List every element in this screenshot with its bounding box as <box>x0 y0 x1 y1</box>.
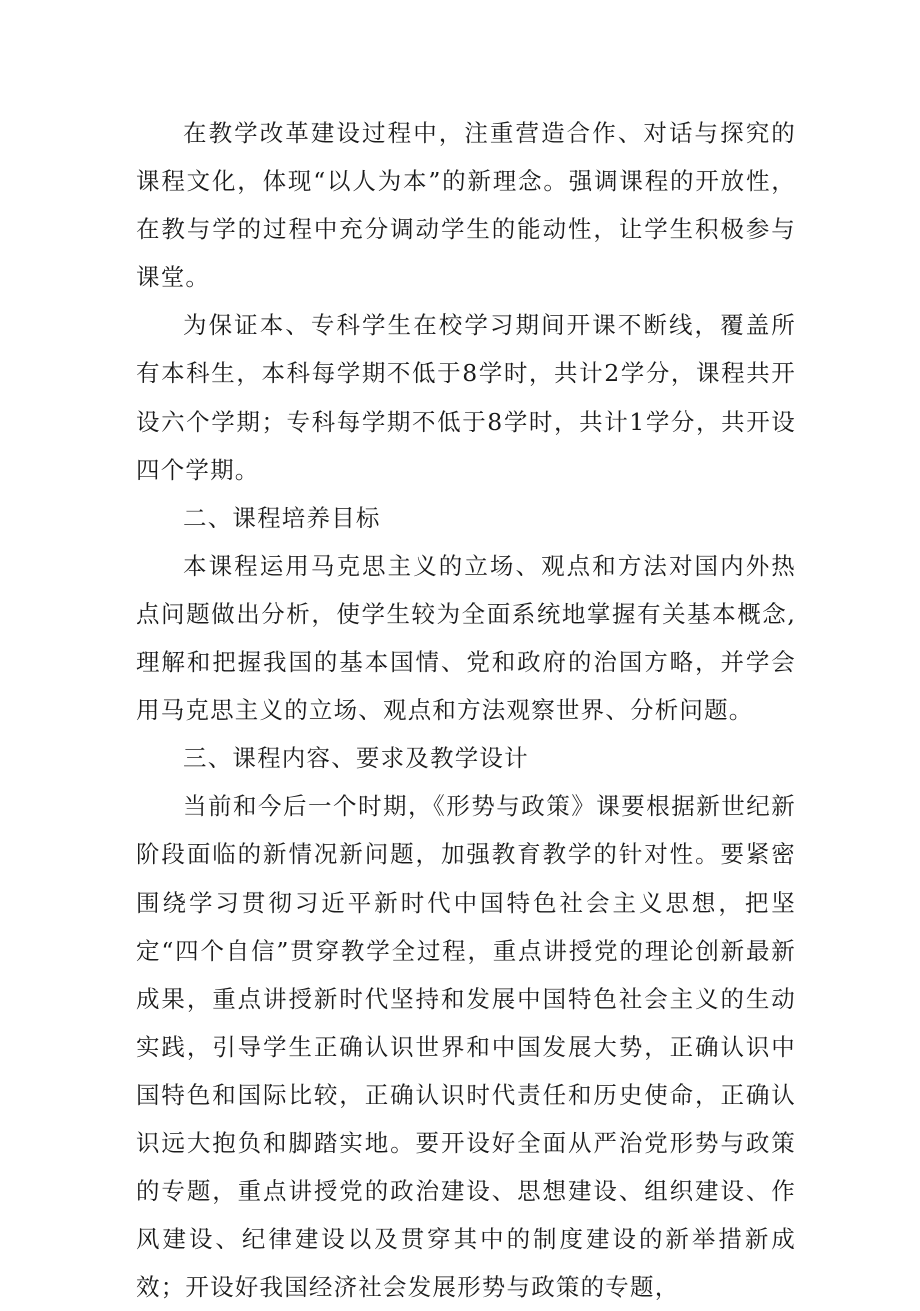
paragraph-schedule: 为保证本、专科学生在校学习期间开课不断线，覆盖所有本科生，本科每学期不低于8学时，共计2学分，课程共开设六个学期；专科每学期不低于8学时，共计1学分，共开设四个学期。 <box>136 311 796 484</box>
section-heading-content: 三、课程内容、要求及教学设计 <box>183 744 529 773</box>
section-heading-objectives: 二、课程培养目标 <box>183 503 381 532</box>
paragraph-objectives: 本课程运用马克思主义的立场、观点和方法对国内外热点问题做出分析，使学生较为全面系统地掌握有关基本概念,理解和把握我国的基本国情、党和政府的治国方略，并学会用马克思主义的立场、观点和方法观察世界、分析问题。 <box>136 551 796 725</box>
document-body <box>136 109 796 1311</box>
paragraph-content: 当前和今后一个时期，《形势与政策》课要根据新世纪新阶段面临的新情况新问题，加强教育教学的针对性。要紧密围绕学习贯彻习近平新时代中国特色社会主义思想，把坚定“四个自信”贯穿教学全过程，重点讲授党的理论创新最新成果，重点讲授新时代坚持和发展中国特色社会主义的生动实践，引导学生正确认识世界和中国发展大势，正确认识中国特色和国际比较，正确认识时代责任和历史使命，正确认识远大抱负和脚踏实地。要开设好全面从严治党形势与政策的专题，重点讲授党的政治建设、思想建设、组织建设、作风建设、纪律建设以及贯穿其中的制度建设的新举措新成效；开设好我国经济社会发展形势与政策的专题， <box>136 792 796 1302</box>
paragraph-teaching-reform: 在教学改革建设过程中，注重营造合作、对话与探究的课程文化，体现“以人为本”的新理念。强调课程的开放性，在教与学的过程中充分调动学生的能动性，让学生积极参与课堂。 <box>136 119 796 292</box>
